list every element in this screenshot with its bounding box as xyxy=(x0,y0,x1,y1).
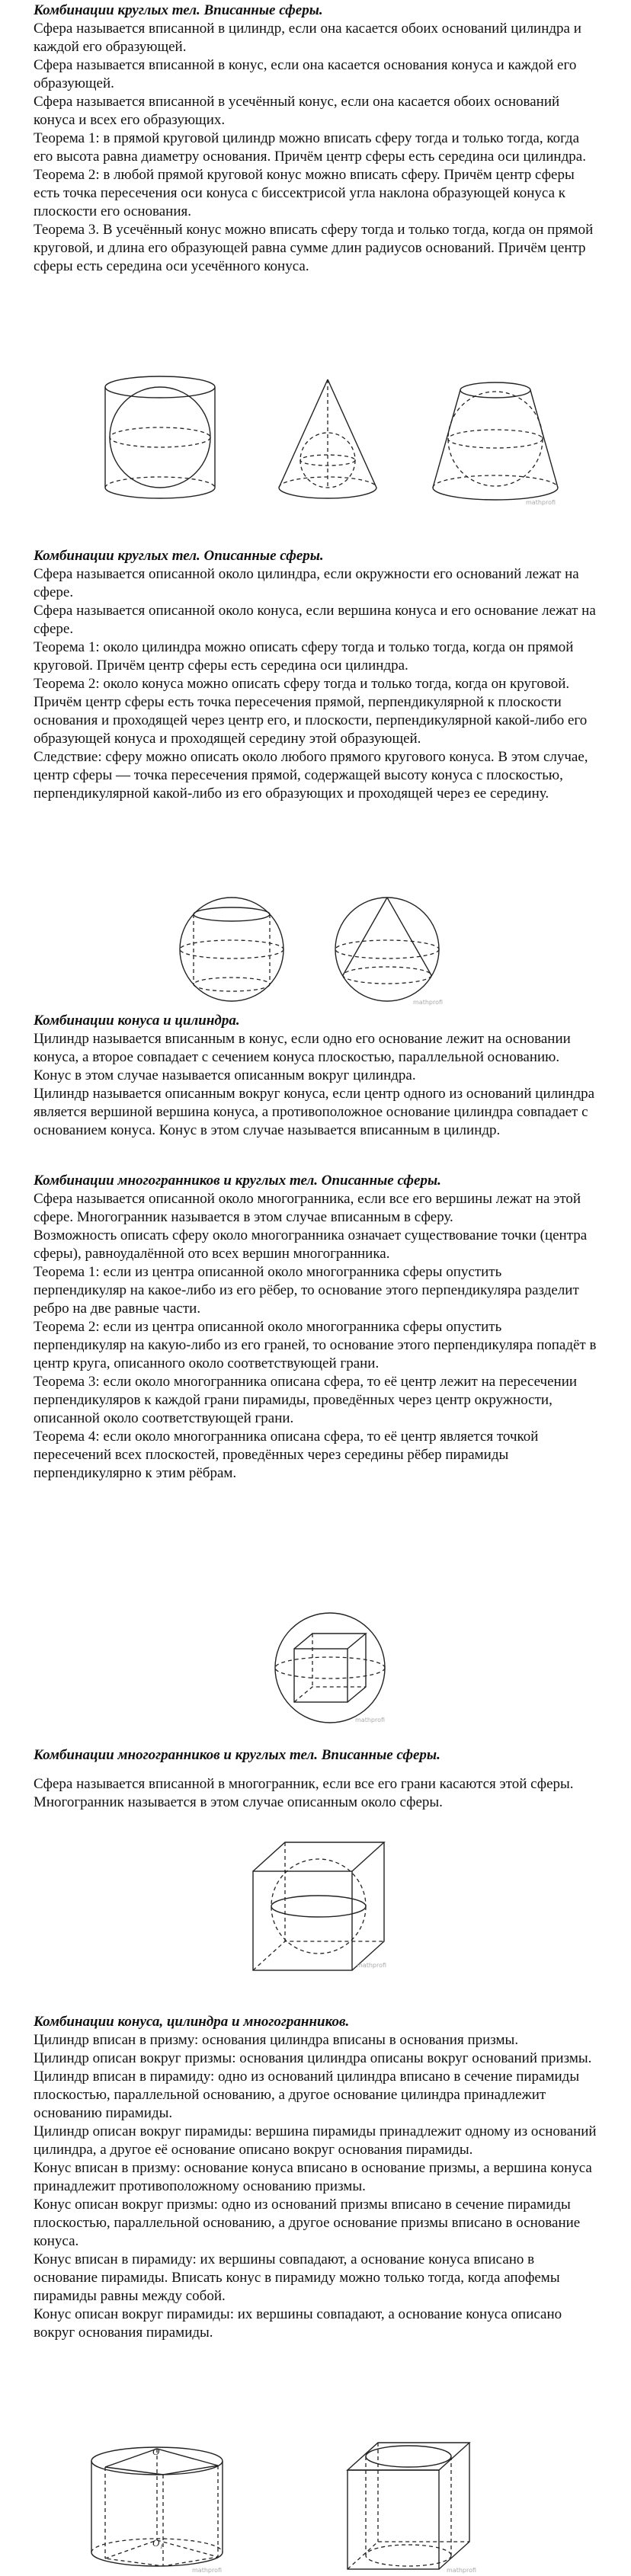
paragraph: Теорема 2: в любой прямой круговой конус можно вписать сферу. Причём центр сферы есть точка пересечения оси конуса с биссектрисой угла наклона образующей конуса к плоскости его основания. xyxy=(34,167,575,219)
paragraph: Теорема 1: в прямой круговой цилиндр можно вписать сферу тогда и только тогда, когда его высота равна диаметру основания. Причём центр сферы есть середина оси цилиндра. xyxy=(34,130,586,165)
section-polyhedra-inscribed xyxy=(34,1746,597,1812)
paragraph: Конус вписан в призму: основание конуса вписано в основание призмы, а вершина конуса принадлежит противоположному основанию призмы. xyxy=(34,2160,592,2194)
cylinder-with-sphere-drawing xyxy=(105,376,215,498)
cylinder-around-prism-drawing xyxy=(91,2446,223,2574)
paragraph: Сфера называется вписанной в усечённый конус, если она касается обоих оснований конуса и всех его образующих. xyxy=(34,94,560,128)
section-heading: Комбинации круглых тел. Вписанные сферы. xyxy=(34,2,323,18)
section-cone-cylinder xyxy=(34,1012,597,1140)
figure-inscribed-spheres xyxy=(99,373,564,510)
frustum-with-sphere-drawing xyxy=(433,382,558,506)
paragraph: Теорема 1: если из центра описанной около многогранника сферы опустить перпендикуляр на какое-либо из его рёбер, то основание этого перпендикуляра разделит ребро на две равные части. xyxy=(34,1264,579,1317)
point-label: O₁ xyxy=(152,2537,163,2549)
figure-sphere-in-cube xyxy=(242,1838,395,1973)
watermark: mathprofi xyxy=(192,2567,223,2574)
paragraph: Цилиндр называется вписанным в конус, если одно его основание лежит на основании конуса, а второе совпадает с сечением конуса плоскостью, параллельной основанию. Конус в этом случае называется описанным вокруг цилиндра. xyxy=(34,1031,571,1083)
cylinder-in-cube-drawing xyxy=(348,2443,476,2574)
figure-sphere-around-cube xyxy=(273,1611,387,1725)
paragraph: Цилиндр вписан в призму: основания цилиндра вписаны в основания призмы. xyxy=(34,2032,519,2048)
sphere-around-cone-drawing xyxy=(335,898,443,1006)
section-inscribed-spheres xyxy=(34,2,597,276)
paragraph: Сфера называется вписанной в конус, если она касается основания конуса и каждой его образующей. xyxy=(34,57,577,91)
paragraph: Сфера называется описанной около многогранника, если все его вершины лежат на этой сфере. Многогранник называется в этом случае вписанным в сферу. xyxy=(34,1191,581,1225)
paragraph: Сфера называется вписанной в многогранник, если все его грани касаются этой сферы. Многогранник называется в этом случае описанным около сферы. xyxy=(34,1776,574,1810)
figure-circumscribed-spheres xyxy=(177,893,451,1007)
paragraph: Следствие: сферу можно описать около любого прямого кругового конуса. В этом случае, центр сферы — точка пересечения прямой, содержащей высоту конуса с плоскостью, перпендикулярной какой-либо из его образующих и проходящей через ее середину. xyxy=(34,749,588,802)
paragraph: Сфера называется вписанной в цилиндр, если она касается обоих оснований цилиндра и каждой его образующей. xyxy=(34,21,581,55)
paragraph: Теорема 2: если из центра описанной около многогранника сферы опустить перпендикуляр на какую-либо из его граней, то основание этого перпендикуляра попадёт в центр круга, описанного около соответствующей грани. xyxy=(34,1319,597,1371)
paragraph: Возможность описать сферу около многогранника означает существование точки (центра сферы), равноудалённой ото всех вершин многогранника. xyxy=(34,1227,588,1262)
watermark: mathprofi xyxy=(357,1962,387,1969)
watermark: mathprofi xyxy=(447,2567,477,2574)
paragraph: Теорема 3: если около многогранника описана сфера, то её центр лежит на пересечении перпендикуляров к каждой грани пирамиды, проведённых через центр окружности, описанной около соответствующей грани. xyxy=(34,1374,578,1426)
paragraph: Сфера называется описанной около конуса, если вершина конуса и его основание лежат на сфере. xyxy=(34,603,596,637)
cone-with-sphere-drawing xyxy=(279,379,376,498)
section-cone-cylinder-polyhedra xyxy=(34,2013,597,2342)
section-heading: Комбинации многогранников и круглых тел. Вписанные сферы. xyxy=(34,1747,440,1763)
section-heading: Комбинации конуса и цилиндра. xyxy=(34,1013,240,1029)
paragraph: Теорема 1: около цилиндра можно описать сферу тогда и только тогда, когда он прямой круговой. Причём центр сферы есть середина оси цилиндра. xyxy=(34,639,574,674)
section-heading: Комбинации многогранников и круглых тел. Описанные сферы. xyxy=(34,1173,441,1189)
section-heading: Комбинации конуса, цилиндра и многогранников. xyxy=(34,2014,350,2030)
paragraph: Цилиндр описан вокруг пирамиды: вершина пирамиды принадлежит одному из оснований цилиндра, а другое её основание описано вокруг основания пирамиды. xyxy=(34,2123,597,2158)
section-polyhedra-circumscribed xyxy=(34,1172,597,1483)
paragraph: Цилиндр описан вокруг призмы: основания цилиндра описаны вокруг оснований призмы. xyxy=(34,2050,592,2066)
paragraph: Теорема 2: около конуса можно описать сферу тогда и только тогда, когда он круговой. Причём центр сферы есть точка пересечения прямой, перпендикулярной к плоскости основания и проходящей через центр его, и плоскости, перпендикулярной какой-либо его образующей конуса и проходящей середину этой образующей. xyxy=(34,676,588,747)
watermark: mathprofi xyxy=(526,499,556,506)
watermark: mathprofi xyxy=(355,1717,386,1723)
figure-cylinder-prism xyxy=(88,2438,500,2574)
paragraph: Теорема 4: если около многогранника описана сфера, то её центр является точкой пересечений всех плоскостей, проведённых через середины рёбер пирамиды перпендикулярно к этим рёбрам. xyxy=(34,1429,539,1481)
watermark: mathprofi xyxy=(413,999,444,1006)
section-heading: Комбинации круглых тел. Описанные сферы. xyxy=(34,548,324,564)
paragraph: Цилиндр вписан в пирамиду: одно из оснований цилиндра вписано в сечение пирамиды плоскостью, параллельной основанию, а другое основание цилиндра принадлежит основанию пирамиды. xyxy=(34,2069,580,2121)
sphere-around-cylinder-drawing xyxy=(180,898,283,1001)
paragraph: Конус описан вокруг призмы: одно из оснований призмы вписано в сечение пирамиды плоскостью, параллельной основанию, а другое основание призмы вписано в основание конуса. xyxy=(34,2197,581,2249)
paragraph: Конус описан вокруг пирамиды: их вершины совпадают, а основание конуса описано вокруг основания пирамиды. xyxy=(34,2306,562,2341)
section-circumscribed-spheres xyxy=(34,547,597,803)
paragraph: Цилиндр называется описанным вокруг конуса, если центр одного из оснований цилиндра является вершиной вершина конуса, а противоположное основание цилиндра совпадает с основанием конуса. Конус в этом случае называется вписанным в цилиндр. xyxy=(34,1086,595,1138)
paragraph: Сфера называется описанной около цилиндра, если окружности его оснований лежат на сфере. xyxy=(34,566,579,600)
paragraph: Конус вписан в пирамиду: их вершины совпадают, а основание конуса вписано в основание пирамиды. Вписать конус в пирамиду можно только тогда, когда апофемы пирамиды равны между собой. xyxy=(34,2251,560,2304)
paragraph: Теорема 3. В усечённый конус можно вписать сферу тогда и только тогда, когда он прямой круговой, и длина его образующей равна сумме длин радиусов оснований. Причём центр сферы есть середина оси усечённого конуса. xyxy=(34,222,594,274)
point-label: O xyxy=(152,2446,160,2457)
